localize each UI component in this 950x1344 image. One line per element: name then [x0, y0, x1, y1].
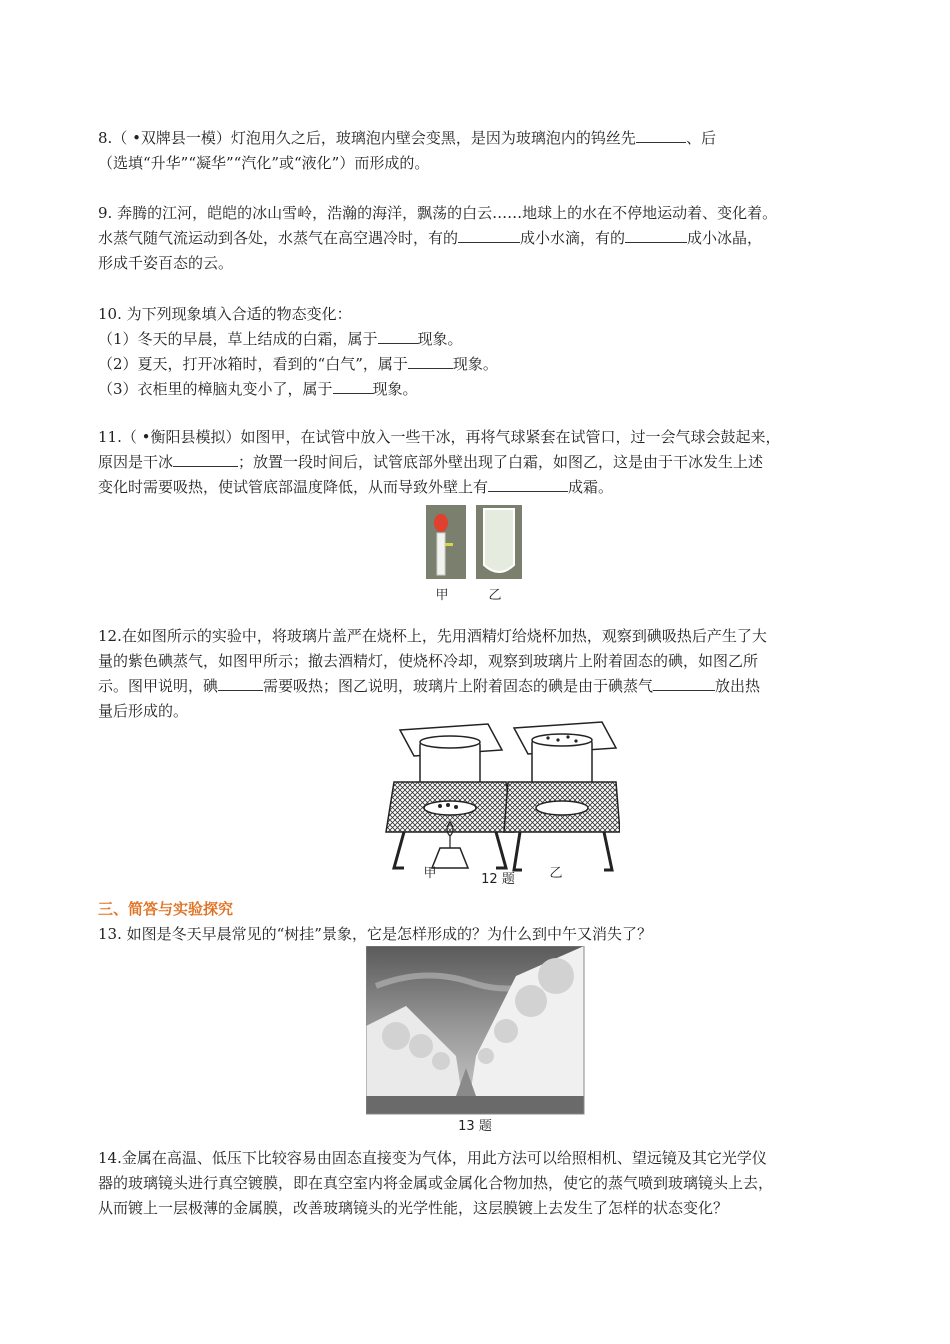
tripod-leg-icon	[514, 832, 522, 870]
question-10-item-1: （1）冬天的早晨，草上结成的白霜，属于 现象。	[98, 330, 463, 348]
question-12-figure	[380, 720, 620, 890]
question-11	[98, 425, 868, 500]
question-12-line-4: 量后形成的。	[98, 702, 189, 720]
section-heading: 三、简答与实验探究	[98, 900, 234, 918]
question-10	[98, 302, 868, 402]
question-14-line-1: 14.金属在高温、低压下比较容易由固态直接变为气体，用此方法可以给照相机、望远镜及其它光学仪	[98, 1149, 767, 1167]
question-11-line-3: 变化时需要吸热，使试管底部温度降低，从而导致外壁上有 成霜。	[98, 478, 614, 496]
question-10-item-3: （3）衣柜里的樟脑丸变小了，属于 现象。	[98, 380, 418, 398]
answer-blank[interactable]	[458, 227, 520, 243]
question-12	[98, 624, 868, 724]
answer-blank[interactable]	[653, 675, 715, 691]
question-8	[98, 126, 868, 176]
question-11-figure	[420, 503, 530, 603]
question-10-title: 10. 为下列现象填入合适的物态变化：	[98, 305, 352, 323]
question-14	[98, 1146, 868, 1221]
figure-caption: 12 题	[481, 872, 515, 887]
question-14-line-2: 器的玻璃镜头进行真空镀膜，即在真空室内将金属或金属化合物加热，使它的蒸气喷到玻璃镜头上去，	[98, 1174, 774, 1192]
answer-blank[interactable]	[625, 227, 687, 243]
river-icon	[366, 1096, 584, 1114]
figure-label-a: 甲	[435, 588, 449, 603]
question-11-line-1: 11.（ •衡阳县模拟）如图甲，在试管中放入一些干冰，再将气球紧套在试管口，过一会气球会鼓起来，	[98, 428, 781, 446]
answer-blank[interactable]	[173, 451, 238, 467]
frosted-tube-icon	[484, 509, 514, 572]
answer-blank[interactable]	[636, 127, 686, 143]
figure-caption: 13 题	[458, 1119, 492, 1134]
answer-blank[interactable]	[218, 675, 263, 691]
question-9	[98, 201, 868, 276]
question-11-line-2: 原因是干冰 ；放置一段时间后，试管底部外壁出现了白霜，如图乙，这是由于干冰发生上述	[98, 453, 764, 471]
question-13-figure	[366, 946, 586, 1136]
question-12-line-1: 12.在如图所示的实验中，将玻璃片盖严在烧杯上，先用酒精灯给烧杯加热，观察到碘吸热后产生了大	[98, 627, 767, 645]
tube-clamp-icon	[445, 543, 453, 546]
question-12-line-2: 量的紫色碘蒸气，如图甲所示；撤去酒精灯，使烧杯冷却，观察到玻璃片上附着固态的碘，如图乙所	[98, 652, 759, 670]
figure-label-a: 甲	[423, 866, 437, 881]
question-13-text: 13. 如图是冬天早晨常见的“树挂”景象，它是怎样形成的？为什么到中午又消失了？	[98, 925, 652, 943]
alcohol-lamp-icon	[432, 848, 468, 868]
figure-a-background	[426, 505, 466, 579]
figure-label-b: 乙	[549, 866, 563, 881]
iodine-crystal-icon	[546, 736, 549, 739]
answer-blank[interactable]	[378, 328, 418, 344]
answer-blank[interactable]	[488, 476, 568, 492]
question-13	[98, 922, 868, 947]
answer-blank[interactable]	[408, 353, 453, 369]
tripod-leg-icon	[394, 832, 404, 868]
figure-label-b: 乙	[488, 588, 502, 603]
question-8-line-1: 8.（ •双牌县一模）灯泡用久之后，玻璃泡内壁会变黑，是因为玻璃泡内的钨丝先 、后	[98, 129, 716, 147]
question-10-item-2: （2）夏天，打开冰箱时，看到的“白气”，属于 现象。	[98, 355, 498, 373]
answer-blank[interactable]	[333, 378, 373, 394]
iodine-particle-icon	[438, 804, 442, 808]
question-9-line-3: 形成千姿百态的云。	[98, 254, 234, 272]
balloon-icon	[434, 514, 448, 532]
question-8-line-2: （选填“升华”“凝华”“汽化”或“液化”）而形成的。	[98, 154, 430, 172]
question-12-line-3: 示。图甲说明，碘 需要吸热；图乙说明，玻璃片上附着固态的碘是由于碘蒸气 放出热	[98, 677, 761, 695]
question-9-line-2: 水蒸气随气流运动到各处，水蒸气在高空遇冷时，有的 成小水滴，有的 成小冰晶，	[98, 229, 763, 247]
apparatus-a	[386, 724, 514, 868]
test-tube-icon	[437, 533, 445, 575]
apparatus-b	[504, 722, 620, 870]
question-9-line-1: 9. 奔腾的江河，皑皑的冰山雪岭，浩瀚的海洋，飘荡的白云……地球上的水在不停地运动着、变化着。	[98, 204, 778, 222]
question-14-line-3: 从而镀上一层极薄的金属膜，改善玻璃镜头的光学性能，这层膜镀上去发生了怎样的状态变化？	[98, 1199, 729, 1217]
